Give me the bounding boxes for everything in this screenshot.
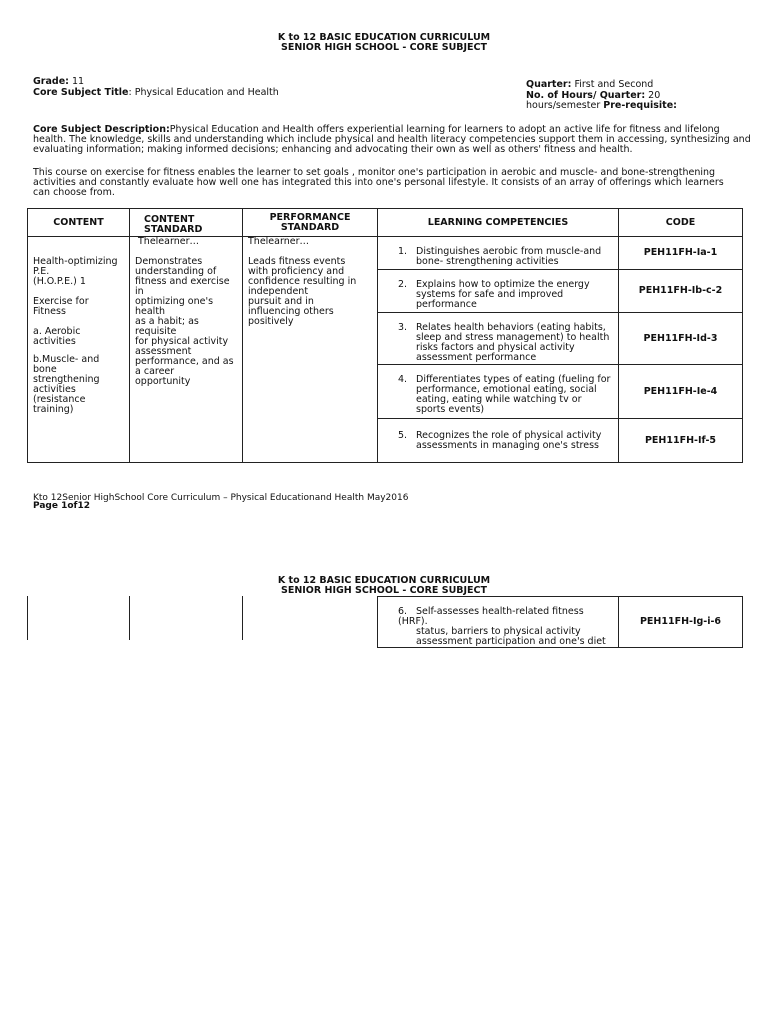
curriculum-table <box>27 208 743 463</box>
hours-label: No. of Hours/ Quarter: <box>526 90 646 101</box>
course-paragraph <box>33 168 743 198</box>
table-row <box>378 597 743 648</box>
code-2: PEH11FH-Ib-c-2 <box>619 270 743 313</box>
description <box>33 124 751 155</box>
competency-1: 1. Distinguishes aerobic from muscle-and bone- strengthening activities <box>378 237 619 270</box>
quarter-label: Quarter: <box>526 79 572 90</box>
page2-header-line2: SENIOR HIGH SCHOOL - CORE SUBJECT <box>280 585 488 596</box>
competency-2: 2. Explains how to optimize the energy systems for safe and improved performance <box>378 270 619 313</box>
quarter-row <box>526 80 653 90</box>
subject-value: : Physical Education and Health <box>128 87 279 98</box>
header-code: CODE <box>619 209 743 237</box>
grade-row <box>33 77 84 87</box>
subject-label: Core Subject Title <box>33 87 129 98</box>
description-label: Core Subject Description: <box>33 124 170 135</box>
code-4: PEH11FH-Ie-4 <box>619 365 743 419</box>
performance-standard-cell: Thelearner… Leads fitness events with proficiency and confidence resulting in independent pursuit and in influencing others positively <box>243 237 378 463</box>
doc-header-line2: SENIOR HIGH SCHOOL - CORE SUBJECT <box>280 42 488 53</box>
course-paragraph-line3: can choose from. <box>33 187 115 198</box>
page2-col-line-3 <box>242 596 243 640</box>
course-paragraph-line1: This course on exercise for fitness enables the learner to set goals , monitor one's participation in aerobic and muscle- and bone-strengthening <box>33 167 716 178</box>
hours-unit: hours/semester <box>526 100 601 111</box>
header-content-standard: CONTENT STANDARD <box>130 209 243 237</box>
grade-value: 11 <box>71 76 85 87</box>
doc-header-line1: K to 12 BASIC EDUCATION CURRICULUM <box>277 32 491 43</box>
competency-6: 6. Self-assesses health-related fitness (HRF). status, barriers to physical activity assessment participation and one's diet <box>378 597 619 648</box>
page2-col-line-2 <box>129 596 130 640</box>
competency-4: 4. Differentiates types of eating (fueling for performance, emotional eating, social eating, eating while watching tv or sports events) <box>378 365 619 419</box>
hours-value: 20 <box>648 90 661 101</box>
code-6: PEH11FH-Ig-i-6 <box>619 597 743 648</box>
quarter-value: First and Second <box>574 79 654 90</box>
page2-header-line1: K to 12 BASIC EDUCATION CURRICULUM <box>277 575 491 586</box>
footer-page-number: Page 1of12 <box>33 501 90 511</box>
description-line2: health. The knowledge, skills and understanding which include physical and health literacy competencies support them in accessing, synthesizing and <box>33 134 751 145</box>
content-cell: Health-optimizing P.E. (H.O.P.E.) 1 Exercise for Fitness a. Aerobic activities b.Muscle- and bone strengthening activities (resistance training) <box>28 237 130 463</box>
header-performance-standard: PERFORMANCE STANDARD <box>243 209 378 237</box>
prereq-row <box>526 101 677 111</box>
footer-title: Kto 12Senior HighSchool Core Curriculum – Physical Educationand Health May2016 <box>33 493 409 503</box>
header-content: CONTENT <box>28 209 130 237</box>
competency-3: 3. Relates health behaviors (eating habits, sleep and stress management) to health risks factors and physical activity assessment performance <box>378 313 619 365</box>
table-header-row <box>28 209 743 237</box>
code-1: PEH11FH-Ia-1 <box>619 237 743 270</box>
page2-table <box>377 596 743 648</box>
description-line1: Physical Education and Health offers experiential learning for learners to adopt an active life for fitness and lifelong <box>169 124 720 135</box>
subject-row <box>33 88 279 98</box>
description-line3: evaluating information; making informed decisions; enhancing and advocating their own as well as others' fitness and health. <box>33 144 633 155</box>
table-row <box>28 237 743 270</box>
header-learning-competencies: LEARNING COMPETENCIES <box>378 209 619 237</box>
course-paragraph-line2: activities and constantly evaluate how well one has integrated this into one's personal lifestyle. It consists of an array of offerings which learners <box>33 177 724 188</box>
page2-col-line-1 <box>27 596 28 640</box>
competency-5: 5. Recognizes the role of physical activity assessments in managing one's stress <box>378 419 619 463</box>
code-5: PEH11FH-If-5 <box>619 419 743 463</box>
content-standard-cell: Thelearner… Demonstrates understanding of fitness and exercise in optimizing one's health as a habit; as requisite for physical activity assessment performance, and as a career opportunity <box>130 237 243 463</box>
code-3: PEH11FH-Id-3 <box>619 313 743 365</box>
prereq-label: Pre-requisite: <box>603 100 677 111</box>
grade-label: Grade: <box>33 76 69 87</box>
